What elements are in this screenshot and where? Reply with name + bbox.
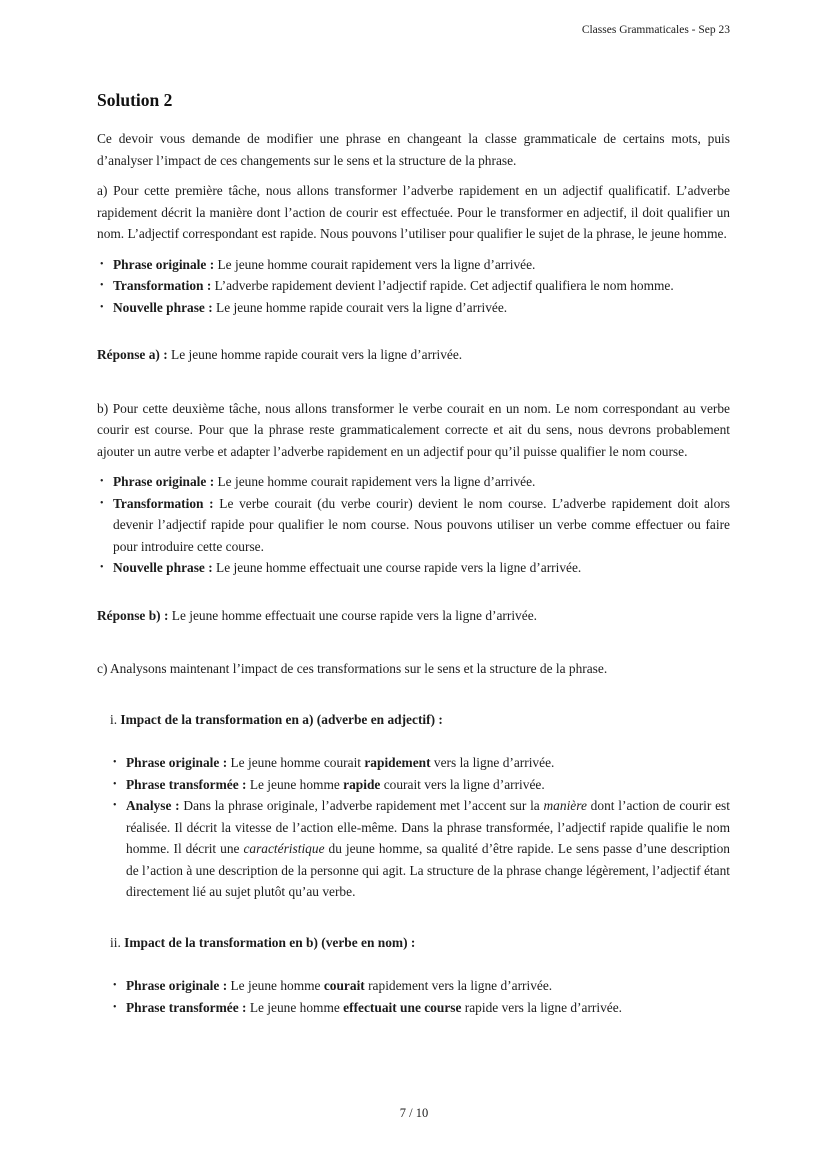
bullet-icon: •	[100, 301, 104, 313]
plain-text: a) Pour cette première tâche, nous allons transformer l’adverbe rapidement en un adjectif qualificatif. L’adverbe rapidement décrit la manière dont l’action de courir est effectuée. Pour le transformer en adjectif, il doit qualifier un nom. L’adjectif correspondant est rapide. Nous pouvons l’utiliser pour qualifier le sujet de la phrase, le jeune homme.	[97, 183, 730, 241]
bold-text: Réponse a) :	[97, 347, 168, 362]
bullet-list	[97, 752, 730, 903]
bold-text: effectuait une course	[343, 999, 462, 1015]
bold-text: rapide	[343, 776, 381, 792]
list-item	[100, 275, 730, 297]
bullet-icon: •	[113, 980, 117, 991]
bullet-icon: •	[113, 800, 117, 811]
list-item-text	[113, 493, 730, 558]
list-item	[100, 493, 730, 558]
plain-text: Le verbe courait (du verbe courir) devient le nom course. L’adverbe rapidement doit alors devenir l’adjectif rapide pour qualifier le nom course. Nous pouvons utiliser un verbe comme effectuer ou faire pour introduire cette course.	[113, 495, 730, 554]
list-item	[113, 975, 730, 997]
plain-text: Le jeune homme	[246, 999, 344, 1015]
bold-text: Phrase transformée :	[126, 776, 247, 792]
bullet-icon: •	[113, 757, 117, 768]
bullet-icon: •	[100, 497, 104, 509]
list-item-text	[113, 275, 730, 297]
plain-text: dont l’action de courir est réalisée. Il décrit la vitesse de l’action elle-même. Dans la phrase transformée, l’adjectif rapide qualifie le nom homme. Il décrit une	[126, 798, 730, 856]
list-item	[113, 997, 730, 1019]
response-paragraph	[97, 605, 730, 627]
list-item-text	[113, 297, 730, 319]
bullet-icon: •	[100, 476, 104, 487]
plain-text: Le jeune homme rapide courait vers la ligne d’arrivée.	[167, 347, 463, 362]
plain-text: courait vers la ligne d’arrivée.	[380, 776, 545, 792]
bold-text: Impact de la transformation en b) (verbe en nom) :	[124, 934, 416, 950]
plain-text: Le jeune homme effectuait une course rapide vers la ligne d’arrivée.	[168, 607, 537, 623]
list-item-text	[126, 795, 730, 903]
paragraph	[97, 658, 730, 680]
list-item	[113, 774, 730, 796]
plain-text: Dans la phrase originale, l’adverbe rapidement met l’accent sur la	[179, 798, 544, 813]
page-footer	[0, 1106, 828, 1121]
plain-text: Le jeune homme courait rapidement vers la ligne d’arrivée.	[214, 256, 536, 272]
list-item-text	[126, 774, 730, 796]
plain-text: du jeune homme, sa qualité d’être rapide. Le sens passe d’une description de l’action à une description de la personne qui agit. La structure de la phrase change légèrement, l’adjectif étant directement lié au sujet plutôt qu’au verbe.	[126, 841, 730, 899]
list-item-text	[126, 975, 730, 997]
bullet-list	[97, 975, 730, 1018]
plain-text: Le jeune homme	[227, 978, 324, 993]
bold-text: Réponse b) :	[97, 607, 169, 623]
plain-text: b) Pour cette deuxième tâche, nous allons transformer le verbe courait en un nom. Le nom correspondant au verbe courir est course. Pour que la phrase reste grammaticalement correcte et ait du sens, nous devrons probablement ajouter un autre verbe et adapter l’adverbe rapidement en un adjectif pour qu’il puisse qualifier le nom course.	[97, 400, 730, 459]
page-number: 7 / 10	[399, 1106, 429, 1120]
plain-text: Le jeune homme effectuait une course rapide vers la ligne d’arrivée.	[212, 560, 582, 575]
document-body	[97, 0, 730, 1027]
bold-text: Nouvelle phrase :	[113, 560, 213, 575]
bold-text: courait	[323, 978, 365, 993]
plain-text: rapide vers la ligne d’arrivée.	[461, 999, 623, 1015]
plain-text: Le jeune homme courait rapidement vers la ligne d’arrivée.	[214, 474, 536, 489]
bold-text: Nouvelle phrase :	[113, 299, 213, 315]
list-item-text	[113, 471, 730, 493]
list-item-text	[126, 997, 730, 1019]
plain-text: i.	[110, 711, 121, 727]
bold-text: Phrase originale :	[113, 474, 215, 489]
list-item	[113, 752, 730, 774]
italic-text: manière	[543, 798, 587, 813]
plain-text: Le jeune homme courait	[227, 755, 365, 770]
bullet-list	[97, 471, 730, 579]
bold-text: Transformation :	[113, 495, 214, 511]
list-item	[100, 297, 730, 319]
section-heading	[97, 932, 730, 954]
list-item	[100, 254, 730, 276]
plain-text: ii.	[110, 934, 125, 950]
plain-text: vers la ligne d’arrivée.	[430, 755, 555, 770]
plain-text: Le jeune homme rapide courait vers la ligne d’arrivée.	[212, 299, 508, 315]
bold-text: Phrase originale :	[126, 755, 228, 770]
header-course-date: Classes Grammaticales - Sep 23	[581, 24, 730, 36]
list-item-text	[113, 254, 730, 276]
list-item	[100, 557, 730, 579]
bullet-icon: •	[113, 1001, 117, 1013]
bold-text: Analyse :	[126, 798, 180, 813]
list-item-text	[126, 752, 730, 774]
page-title: Solution 2	[97, 90, 173, 110]
bold-text: rapidement	[364, 755, 431, 770]
plain-text: c) Analysons maintenant l’impact de ces transformations sur le sens et la structure de la phrase.	[97, 661, 608, 676]
paragraph	[97, 180, 730, 245]
plain-text: rapidement vers la ligne d’arrivée.	[364, 978, 553, 993]
bold-text: Phrase originale :	[126, 978, 228, 993]
list-item	[100, 471, 730, 493]
list-item	[113, 795, 730, 903]
bold-text: Phrase transformée :	[126, 999, 247, 1015]
bullet-icon: •	[113, 778, 117, 790]
paragraph	[97, 398, 730, 463]
response-paragraph	[97, 344, 730, 366]
bold-text: Transformation :	[113, 278, 212, 293]
list-item-text	[113, 557, 730, 579]
bullet-list	[97, 254, 730, 319]
italic-text: caractéristique	[243, 841, 325, 856]
bold-text: Impact de la transformation en a) (adverbe en adjectif) :	[120, 711, 443, 727]
bullet-icon: •	[100, 280, 104, 291]
plain-text: L’adverbe rapidement devient l’adjectif rapide. Cet adjectif qualifiera le nom homme.	[211, 278, 674, 293]
bold-text: Phrase originale :	[113, 256, 215, 272]
bullet-icon: •	[100, 258, 104, 270]
bullet-icon: •	[100, 562, 104, 573]
plain-text: Le jeune homme	[246, 776, 344, 792]
plain-text: Ce devoir vous demande de modifier une phrase en changeant la classe grammaticale de certains mots, puis d’analyser l’impact de ces changements sur le sens et la structure de la phrase.	[97, 131, 730, 168]
paragraph	[97, 128, 730, 171]
section-heading	[97, 709, 730, 731]
